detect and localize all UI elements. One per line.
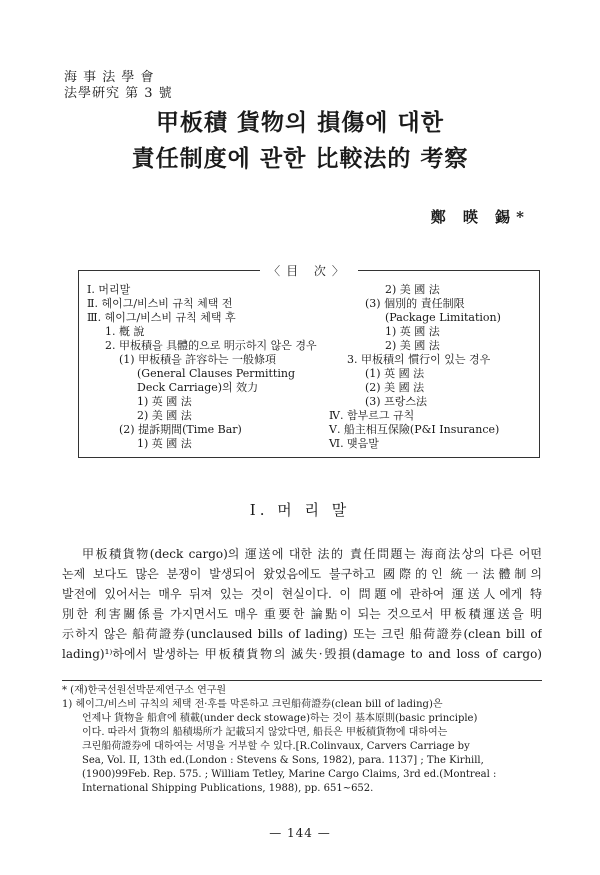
body-line: 示하지 않은 船荷證券(unclaused bills of lading) 또는 크린 船荷證券(clean bill of	[62, 627, 542, 641]
toc-item: (3) 프랑스法	[365, 395, 427, 408]
toc-item: Deck Carriage)의 效力	[137, 381, 259, 394]
page-number: — 144 —	[269, 826, 331, 840]
toc-item: 2) 美 國 法	[137, 409, 192, 422]
toc-item: 1) 英 國 法	[137, 395, 192, 408]
toc-item: (Package Limitation)	[385, 311, 501, 324]
toc-item: 2) 美 國 法	[385, 283, 440, 296]
toc-item: Ⅰ. 머리말	[87, 283, 131, 296]
toc-item: 1) 英 國 法	[385, 325, 440, 338]
paper-title-line2: 責任制度에 관한 比較法的 考察	[131, 145, 469, 172]
body-line: lading)¹⁾하에서 발생하는 甲板積貨物의 滅失·毁損(damage to and loss of cargo)	[62, 647, 542, 661]
toc-item: 1) 英 國 法	[137, 437, 192, 450]
journal-issue: 法學硏究 第 3 號	[64, 86, 173, 101]
toc-item: (General Clauses Permitting	[137, 367, 295, 380]
footnote-divider	[62, 680, 542, 681]
toc-item: Ⅴ. 船主相互保險(P&I Insurance)	[329, 423, 500, 436]
author-name: 鄭 暎 錫*	[430, 208, 530, 226]
section-heading: Ⅰ. 머 리 말	[249, 501, 351, 519]
toc-item: 2) 美 國 法	[385, 339, 440, 352]
toc-item: 3. 甲板積의 慣行이 있는 경우	[347, 353, 491, 366]
body-line: 別한 利害關係를 가지면서도 매우 重要한 論點이 되는 것으로서 甲板積運送을 明	[62, 607, 542, 621]
toc-item: (1) 甲板積을 許容하는 一般條項	[119, 353, 276, 366]
toc-item: Ⅳ. 함부르그 규칙	[329, 409, 415, 422]
toc-item: Ⅲ. 헤이그/비스비 규칙 체택 후	[87, 311, 236, 324]
footnote-continuation: International Shipping Publications, 1988), pp. 651~652.	[82, 783, 374, 794]
body-line: 발전에 있어서는 매우 뒤져 있는 것이 현실이다. 이 問題에 관하여 運送人에게 特	[62, 587, 542, 601]
toc-item: (2) 美 國 法	[365, 381, 425, 394]
footnote: 1) 헤이그/비스비 규칙의 체택 전·후를 막론하고 크린船荷證券(clean bill of lading)은	[62, 699, 443, 710]
toc-heading: 〈目 次〉	[79, 262, 539, 279]
toc-item: 2. 甲板積을 具體的으로 明示하지 않은 경우	[105, 339, 317, 352]
footnote-continuation: 크린船荷證券에 대하여는 서명을 거부할 수 있다.[R.Colinvaux, Carvers Carriage by	[82, 741, 470, 752]
toc-item: (3) 個別的 責任制限	[365, 297, 465, 310]
footnote-continuation: 이다. 따라서 貨物의 船積場所가 記載되지 않았다면, 船長은 甲板積貨物에 대하여는	[82, 727, 448, 738]
toc-item: 1. 槪 說	[105, 325, 145, 338]
footnote-continuation: 언제나 貨物을 船倉에 積載(under deck stowage)하는 것이 基本原則(basic principle)	[82, 713, 478, 724]
paper-title-line1: 甲板積 貨物의 損傷에 대한	[156, 109, 444, 136]
body-line: 논제 보다도 많은 분쟁이 발생되어 왔었음에도 불구하고 國際的인 統一法體制의	[62, 567, 542, 581]
table-of-contents	[78, 264, 540, 458]
toc-item: Ⅵ. 맺음말	[329, 437, 379, 450]
toc-item: (1) 英 國 法	[365, 367, 425, 380]
body-line: 甲板積貨物(deck cargo)의 運送에 대한 法的 責任問題는 海商法상의 다른 어떤	[82, 547, 542, 561]
footnote-continuation: Sea, Vol. II, 13th ed.(London : Stevens & Sons, 1982), para. 1137] ; The Kirhill,	[82, 755, 484, 766]
footnote: * (재)한국선원선박문제연구소 연구원	[62, 685, 227, 696]
toc-item: (2) 提訴期間(Time Bar)	[119, 423, 242, 436]
toc-item: Ⅱ. 헤이그/비스비 규칙 체택 전	[87, 297, 233, 310]
journal-society: 海 事 法 學 會	[64, 70, 155, 85]
footnote-continuation: (1900)99Feb. Rep. 575. ; William Tetley, Marine Cargo Claims, 3rd ed.(Montreal :	[82, 769, 497, 780]
